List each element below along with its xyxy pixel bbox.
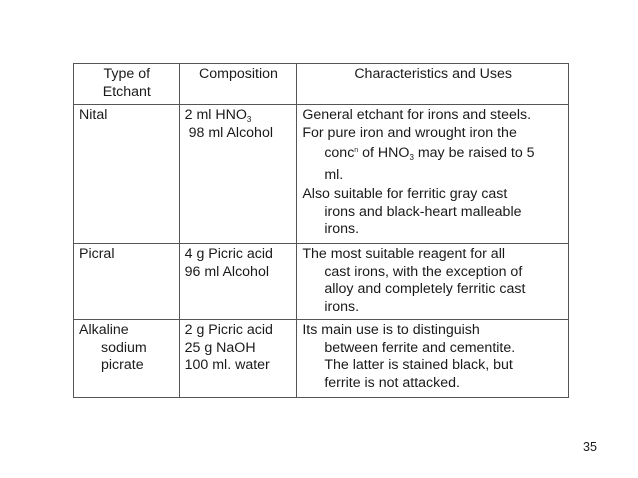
etchant-type-cell: [74, 320, 180, 398]
composition-line: 4 g Picric acid: [184, 246, 273, 262]
header-type-of-etchant: [74, 64, 180, 105]
composition-line: 2 ml $HNO_3$: [184, 107, 252, 124]
uses-text: cast irons, with the exception of: [324, 263, 523, 280]
uses-cell: [297, 320, 569, 398]
header-type-line2: Etchant: [102, 83, 151, 100]
uses-text: ferrite is not attacked.: [324, 374, 460, 391]
table-row: [74, 244, 569, 320]
uses-text: irons.: [324, 298, 360, 315]
uses-text: Its main use is to distinguish: [302, 322, 480, 338]
uses-text: For pure iron and wrought iron the: [302, 124, 517, 141]
composition-line: 2 g Picric acid: [184, 322, 273, 338]
composition-line: 100 ml. water: [184, 357, 270, 373]
uses-text: The latter is stained black, but: [324, 357, 513, 373]
uses-text: Also suitable for ferritic gray cast: [302, 186, 508, 202]
etchant-type-line: Alkaline: [79, 322, 129, 338]
uses-text: irons.: [324, 221, 360, 237]
composition-line: 25 g NaOH: [184, 339, 256, 356]
etchant-type-cell: Nital: [74, 105, 180, 244]
etchant-type-line: sodium: [101, 339, 147, 356]
uses-text: conc$^n$ of $HNO_3$ may be raised to 5: [324, 145, 535, 162]
header-composition: Composition: [179, 64, 297, 105]
uses-text: General etchant for irons and steels.: [302, 107, 532, 123]
uses-text: irons and black-heart malleable: [324, 203, 522, 220]
uses-text: ml.: [324, 167, 344, 183]
uses-text: alloy and completely ferritic cast: [324, 281, 526, 297]
table-header-row: [74, 64, 569, 105]
uses-text: between ferrite and cementite.: [324, 339, 516, 356]
composition-line: 98 ml Alcohol: [188, 124, 273, 141]
composition-line: 96 ml Alcohol: [184, 263, 269, 280]
table-row: [74, 320, 569, 398]
header-characteristics: Characteristics and Uses: [297, 64, 569, 105]
composition-cell: [179, 320, 297, 398]
uses-cell: [297, 105, 569, 244]
page-number: 35: [583, 440, 597, 454]
composition-cell: [179, 244, 297, 320]
uses-text: The most suitable reagent for all: [302, 246, 505, 262]
etchant-table: [73, 63, 569, 398]
composition-cell: [179, 105, 297, 244]
etchant-type-line: picrate: [101, 357, 144, 373]
table-row: [74, 105, 569, 244]
uses-cell: [297, 244, 569, 320]
etchant-type-cell: Picral: [74, 244, 180, 320]
header-type-line1: Type of: [103, 66, 151, 82]
